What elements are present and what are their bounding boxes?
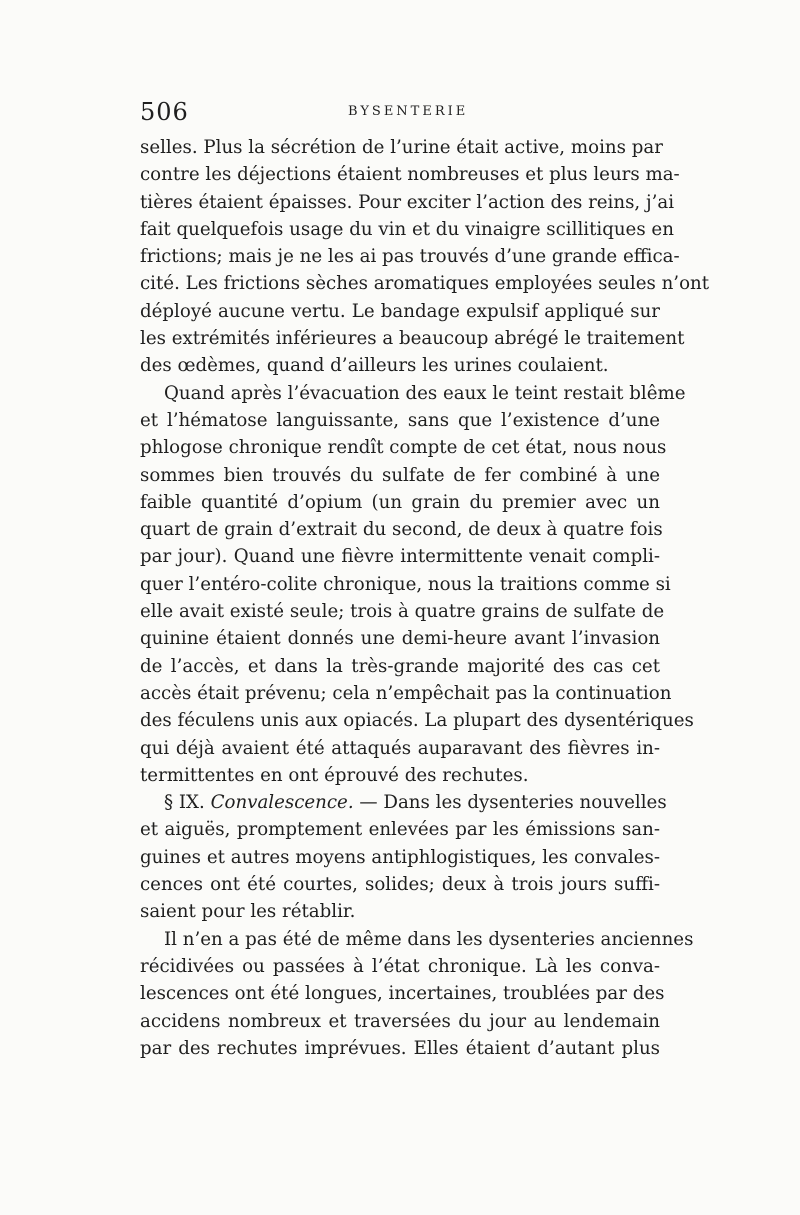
text-line: quer l’entéro-colite chronique, nous la traitions comme si [140, 573, 671, 595]
text-line: récidivées ou passées à l’état chronique. Là les conva- [140, 955, 660, 977]
paragraph [140, 380, 694, 789]
text-line: qui déjà avaient été attaqués auparavant des fièvres in- [140, 737, 660, 759]
section-first-line-text: — Dans les dysenteries nouvelles [359, 792, 667, 814]
text-line: contre les déjections étaient nombreuses et plus leurs ma- [140, 164, 680, 186]
text-line: selles. Plus la sécrétion de l’urine était active, moins par [140, 137, 663, 158]
text-line: par jour). Quand une fièvre intermittente venait compli- [140, 546, 660, 568]
text-line: cences ont été courtes, solides; deux à trois jours suffi- [140, 874, 660, 896]
section-paragraph [140, 789, 667, 925]
text-line: faible quantité d’opium (un grain du premier avec un [140, 491, 660, 513]
text-line: accidens nombreux et traversées du jour au lendemain [140, 1010, 660, 1032]
text-line: tières étaient épaisses. Pour exciter l’action des reins, j’ai [140, 191, 675, 213]
text-line: fait quelquefois usage du vin et du vinaigre scillitiques en [140, 218, 674, 240]
text-line: quart de grain d’extrait du second, de deux à quatre fois [140, 519, 663, 541]
text-line: déployé aucune vertu. Le bandage expulsif appliqué sur [140, 300, 660, 322]
paragraph [140, 926, 694, 1062]
section-heading-line [140, 789, 667, 816]
paragraph [140, 134, 710, 380]
running-title: BYSENTERIE [348, 104, 469, 119]
text-line: Quand après l’évacuation des eaux le teint restait blême [164, 382, 686, 404]
page-header [140, 98, 660, 128]
text-line: Il n’en a pas été de même dans les dysenteries anciennes [164, 928, 694, 950]
text-line: des œdèmes, quand d’ailleurs les urines coulaient. [140, 355, 609, 377]
section-title: Convalescence. [210, 792, 354, 814]
text-line: des féculens unis aux opiacés. La plupart des dysentériques [140, 710, 694, 732]
text-line: de l’accès, et dans la très-grande majorité des cas cet [140, 655, 660, 677]
page-number: 506 [140, 98, 189, 126]
text-line: et aiguës, promptement enlevées par les émissions san- [140, 819, 660, 841]
text-line: quinine étaient donnés une demi-heure avant l’invasion [140, 628, 660, 650]
section-mark: § IX. [164, 792, 205, 814]
text-line: saient pour les rétablir. [140, 901, 356, 923]
text-line: guines et autres moyens antiphlogistiques, les convales- [140, 846, 660, 868]
text-line: elle avait existé seule; trois à quatre grains de sulfate de [140, 601, 665, 623]
text-line: accès était prévenu; cela n’empêchait pas la continuation [140, 682, 672, 704]
body-text [140, 134, 710, 1062]
text-line: lescences ont été longues, incertaines, troublées par des [140, 983, 665, 1005]
text-line: et l’hématose languissante, sans que l’existence d’une [140, 409, 660, 431]
text-line: phlogose chronique rendît compte de cet état, nous nous [140, 437, 667, 459]
text-line: termittentes en ont éprouvé des rechutes. [140, 764, 529, 786]
text-line: frictions; mais je ne les ai pas trouvés d’une grande effica- [140, 246, 680, 268]
text-line: cité. Les frictions sèches aromatiques employées seules n’ont [140, 273, 710, 295]
text-line: sommes bien trouvés du sulfate de fer combiné à une [140, 464, 660, 486]
text-line: par des rechutes imprévues. Elles étaient d’autant plus [140, 1037, 660, 1059]
text-line: les extrémités inférieures a beaucoup abrégé le traitement [140, 328, 685, 350]
